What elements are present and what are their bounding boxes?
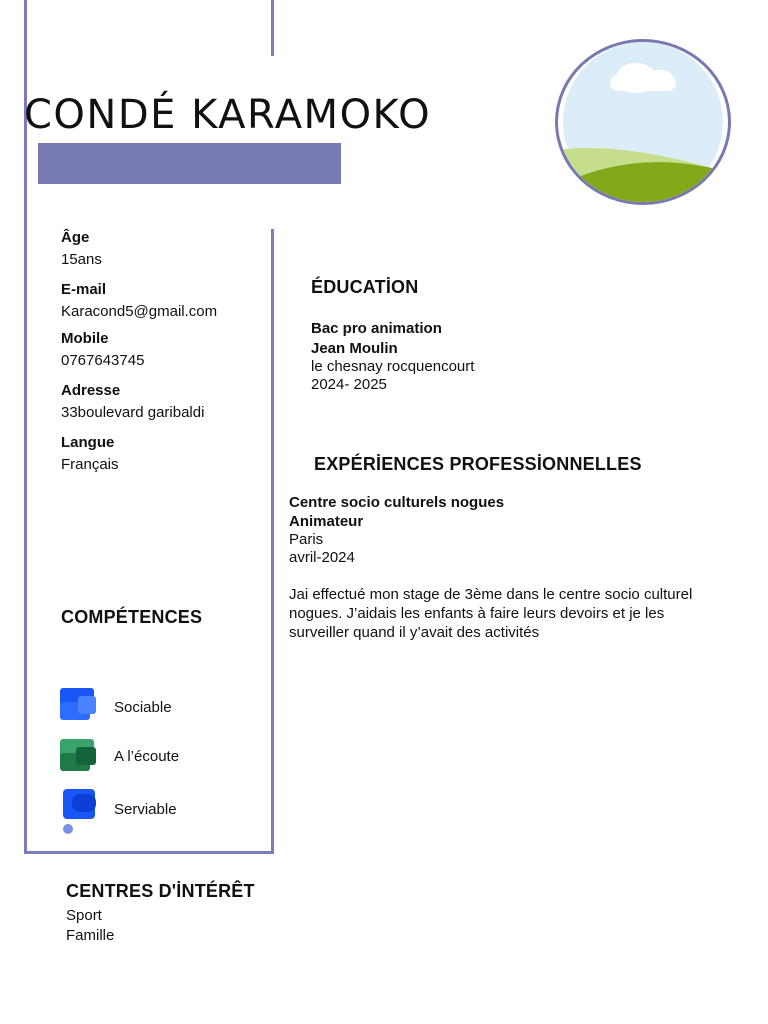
frame-line-top-right [271, 0, 274, 56]
frame-line-mid-right [271, 229, 274, 854]
mobile-label: Mobile [61, 330, 109, 347]
education-school: Jean Moulin [311, 340, 398, 357]
education-heading: ÉDUCATİON [311, 277, 419, 297]
experience-heading: EXPÉRİENCES PROFESSİONNELLES [314, 454, 642, 474]
skill-item-label: Serviable [114, 801, 177, 818]
experience-city: Paris [289, 531, 324, 548]
mobile-value: 0767643745 [61, 352, 145, 369]
candidate-name: CONDÉ KARAMOKO [24, 92, 432, 138]
education-degree: Bac pro animation [311, 320, 442, 337]
language-value: Français [61, 456, 119, 473]
age-value: 15ans [61, 251, 102, 268]
interests-heading: CENTRES D'İNTÉRÊT [66, 881, 255, 901]
skill-item-label: A l’écoute [114, 748, 180, 765]
profile-photo [555, 39, 731, 205]
landscape-photo-icon [558, 42, 728, 202]
email-value[interactable]: Karacond5@gmail.com [61, 303, 218, 320]
blue-chat-icon [60, 788, 96, 836]
experience-description: Jai effectué mon stage de 3ème dans le centre socio culturel nogues. J’aidais les enfants à faire leurs devoirs et je les surveiller quand il y’avait des activités [289, 586, 693, 641]
name-accent-bar [38, 143, 341, 184]
interest-item: Sport [66, 907, 102, 924]
email-label: E-mail [61, 281, 107, 298]
frame-line-bottom [24, 851, 274, 854]
interest-item: Famille [66, 927, 115, 944]
language-label: Langue [61, 434, 115, 451]
experience-role: Animateur [289, 513, 364, 530]
age-label: Âge [61, 229, 90, 246]
green-squares-icon [60, 739, 96, 773]
experience-date: avril-2024 [289, 549, 355, 566]
blue-squares-icon [60, 688, 96, 722]
education-location: le chesnay rocquencourt [311, 358, 475, 375]
education-dates: 2024- 2025 [311, 376, 387, 393]
address-value: 33boulevard garibaldi [61, 404, 205, 421]
address-label: Adresse [61, 382, 121, 399]
experience-company: Centre socio culturels nogues [289, 494, 505, 511]
skill-item-label: Sociable [114, 699, 172, 716]
skills-heading: COMPÉTENCES [61, 607, 203, 627]
